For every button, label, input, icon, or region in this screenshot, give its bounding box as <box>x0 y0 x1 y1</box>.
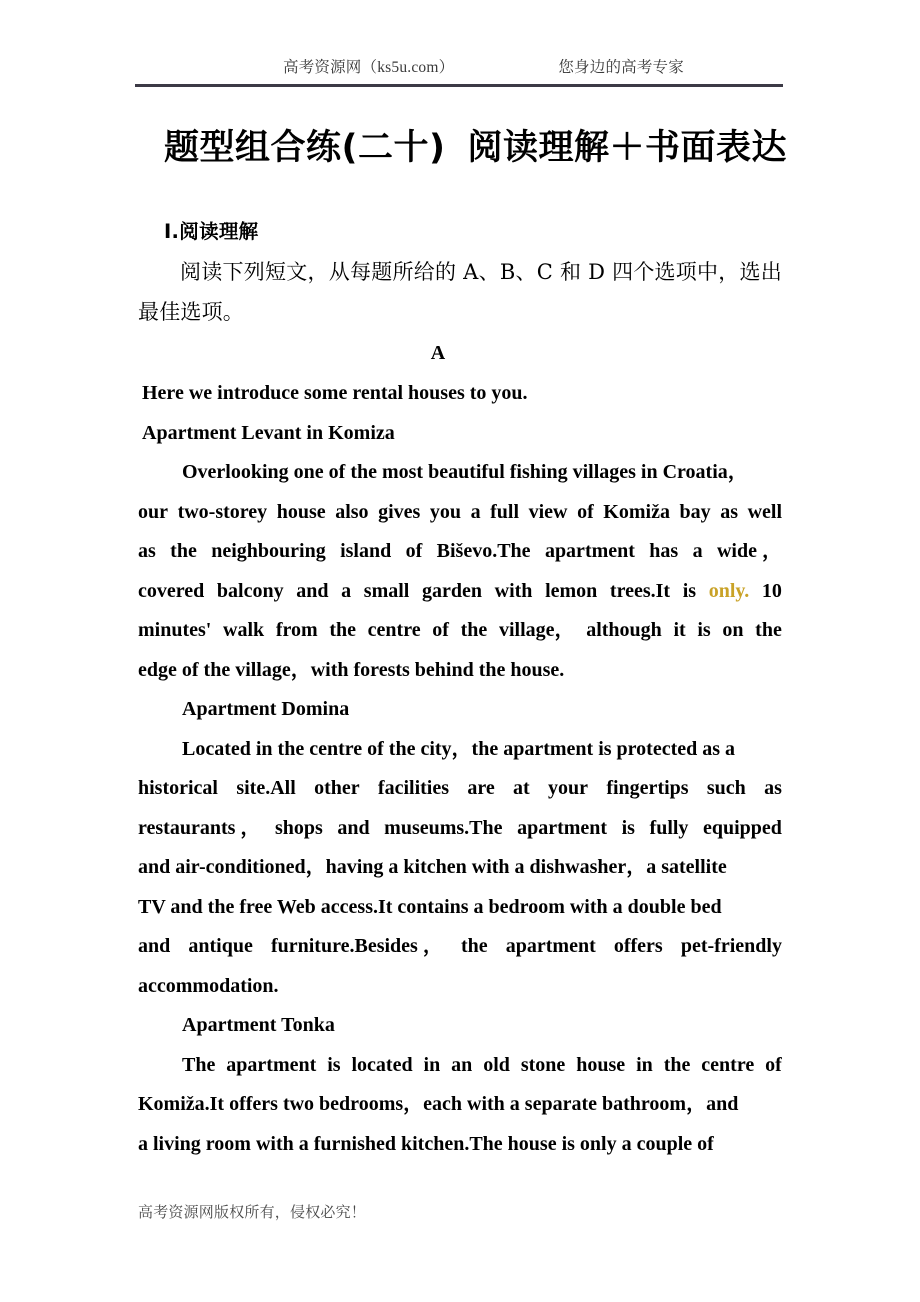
line-word: of <box>765 1053 782 1076</box>
paragraph-line <box>138 572 782 612</box>
line-word: apartment <box>517 816 608 839</box>
document-body <box>138 212 782 1164</box>
line-word: site.All <box>236 777 296 799</box>
line-word: an <box>451 1053 473 1076</box>
line-word: museums.The <box>384 816 503 839</box>
section-instruction <box>138 252 782 332</box>
line-word: balcony <box>216 579 284 602</box>
line-word: village， <box>498 619 575 641</box>
line-word: Biševo.The <box>436 540 531 562</box>
line-word: and <box>138 935 171 957</box>
line-word: is <box>621 816 635 839</box>
line-word: pet-friendly <box>680 935 782 957</box>
line-word: our <box>138 500 168 523</box>
line-word: located <box>351 1053 413 1076</box>
line-word: antique <box>188 935 253 957</box>
line-word: lemon <box>545 579 598 602</box>
line-word: your <box>548 777 589 799</box>
line-word: the <box>755 619 782 641</box>
line-word: wide ， <box>716 540 782 562</box>
paragraph-line <box>138 809 782 849</box>
title-exercise-number: 题型组合练(二十) <box>164 128 446 168</box>
passage-letter-a: A <box>430 342 446 364</box>
line-word: with <box>494 579 533 602</box>
line-word: in <box>636 1053 653 1076</box>
line-word: neighbouring <box>211 540 326 562</box>
line-word: minutes' <box>138 619 212 641</box>
line-word: historical <box>138 777 218 799</box>
header-site-name: 高考资源网（ks5u.com） <box>283 59 455 76</box>
line-word: the <box>460 935 488 957</box>
paragraph-line <box>138 730 782 770</box>
line-word: it <box>673 619 686 641</box>
line-word: two-storey <box>177 500 268 523</box>
line-word: centre <box>701 1053 755 1076</box>
line-word: of <box>432 619 449 641</box>
line-text: a living room with a furnished kitchen.The house is only a couple of <box>138 1132 714 1155</box>
line-word: of <box>405 540 423 562</box>
line-word: The <box>182 1053 216 1076</box>
line-word: the <box>663 1053 691 1076</box>
line-word: house <box>576 1053 626 1076</box>
line-word: Komiža <box>603 500 670 523</box>
line-word: offers <box>613 935 663 957</box>
line-word: is <box>682 579 697 602</box>
paragraph-line <box>138 1046 782 1086</box>
page-footer-copyright: 高考资源网版权所有，侵权必究！ <box>138 1205 367 1221</box>
line-word: facilities <box>377 777 450 799</box>
paragraph-line <box>138 769 782 809</box>
line-word: other <box>314 777 360 799</box>
line-text: accommodation. <box>138 974 279 997</box>
line-word: at <box>513 777 530 799</box>
line-word: is <box>697 619 711 641</box>
apartment-paragraph <box>138 730 782 1007</box>
line-word: also <box>335 500 369 523</box>
line-word: on <box>722 619 744 641</box>
header-divider-rule <box>135 84 783 87</box>
line-word: apartment <box>544 540 635 562</box>
line-word: the <box>170 540 197 562</box>
line-word: restaurants ， <box>138 816 261 839</box>
instruction-text: 阅读下列短文，从每题所给的 A、B、C 和 D 四个选项中，选出最佳选项。 <box>138 260 782 324</box>
paragraph-line <box>138 888 782 928</box>
passage-intro-line: Here we introduce some rental houses to you. <box>142 382 528 404</box>
apartment-paragraph <box>138 1046 782 1165</box>
line-word: the <box>460 619 488 641</box>
apartment-heading: Apartment Tonka <box>182 1014 335 1036</box>
apartment-heading: Apartment Domina <box>182 698 350 720</box>
title-subject: 阅读理解＋书面表达 <box>467 128 788 168</box>
line-text: Located in the centre of the city，the apartment is protected as a <box>182 737 736 760</box>
line-text: Overlooking one of the most beautiful fishing villages in Croatia， <box>182 461 748 483</box>
line-word: is <box>327 1053 341 1076</box>
line-word: view <box>528 500 568 523</box>
paragraph-line <box>138 611 782 651</box>
paragraph-line <box>138 493 782 533</box>
paragraph-line <box>138 651 782 691</box>
line-word: from <box>275 619 318 641</box>
line-word: island <box>340 540 392 562</box>
line-word: in <box>423 1053 441 1076</box>
line-word: covered <box>138 579 205 602</box>
line-word: house <box>276 500 326 523</box>
paragraph-line <box>138 967 782 1007</box>
line-word: 10 <box>761 579 782 602</box>
line-word: as <box>138 540 156 562</box>
line-text: TV and the free Web access.It contains a bedroom with a double bed <box>138 895 722 918</box>
line-word: of <box>577 500 594 523</box>
line-word: such <box>706 777 746 799</box>
line-word: although <box>586 619 662 641</box>
line-word: and <box>296 579 329 602</box>
line-word: fully <box>649 816 689 839</box>
line-word: centre <box>367 619 421 641</box>
line-word: and <box>337 816 370 839</box>
line-word: as <box>764 777 782 799</box>
line-word: you <box>429 500 462 523</box>
paragraph-line <box>138 848 782 888</box>
line-word: stone <box>520 1053 566 1076</box>
line-word: trees.It <box>609 579 671 602</box>
apartment-paragraph <box>138 453 782 690</box>
line-word: only. <box>708 579 750 602</box>
section-heading-reading: Ⅰ.阅读理解 <box>164 220 259 243</box>
line-text: and air-conditioned，having a kitchen with a dishwasher，a satellite <box>138 856 727 878</box>
line-word: furniture.Besides ， <box>270 935 443 957</box>
paragraph-line <box>138 453 782 493</box>
apartment-heading: Apartment Levant in Komiza <box>142 421 395 444</box>
line-word: well <box>747 500 782 523</box>
line-word: old <box>483 1053 510 1076</box>
line-word: a <box>341 579 352 602</box>
line-word: walk <box>223 619 265 641</box>
line-word: full <box>490 500 520 523</box>
line-word: the <box>329 619 356 641</box>
line-word: fingertips <box>606 777 689 799</box>
line-word: as <box>720 500 738 523</box>
paragraph-line <box>138 532 782 572</box>
line-word: are <box>467 777 495 799</box>
line-word: shops <box>274 816 323 839</box>
paragraph-line <box>138 1125 782 1165</box>
paragraph-line <box>138 1085 782 1125</box>
line-word: apartment <box>505 935 596 957</box>
line-text: edge of the village，with forests behind the house. <box>138 658 565 681</box>
line-word: a <box>470 500 481 523</box>
paragraph-line <box>138 927 782 967</box>
line-word: gives <box>378 500 421 523</box>
page-title <box>164 122 804 174</box>
line-word: garden <box>421 579 482 602</box>
line-word: has <box>649 540 679 562</box>
line-word: a <box>692 540 703 562</box>
line-word: small <box>363 579 410 602</box>
page-header <box>135 58 783 84</box>
header-tagline: 您身边的高考专家 <box>558 59 684 76</box>
line-word: bay <box>679 500 711 523</box>
line-text: Komiža.It offers two bedrooms，each with a separate bathroom，and <box>138 1093 739 1115</box>
line-word: equipped <box>703 816 782 839</box>
line-word: apartment <box>226 1053 317 1076</box>
